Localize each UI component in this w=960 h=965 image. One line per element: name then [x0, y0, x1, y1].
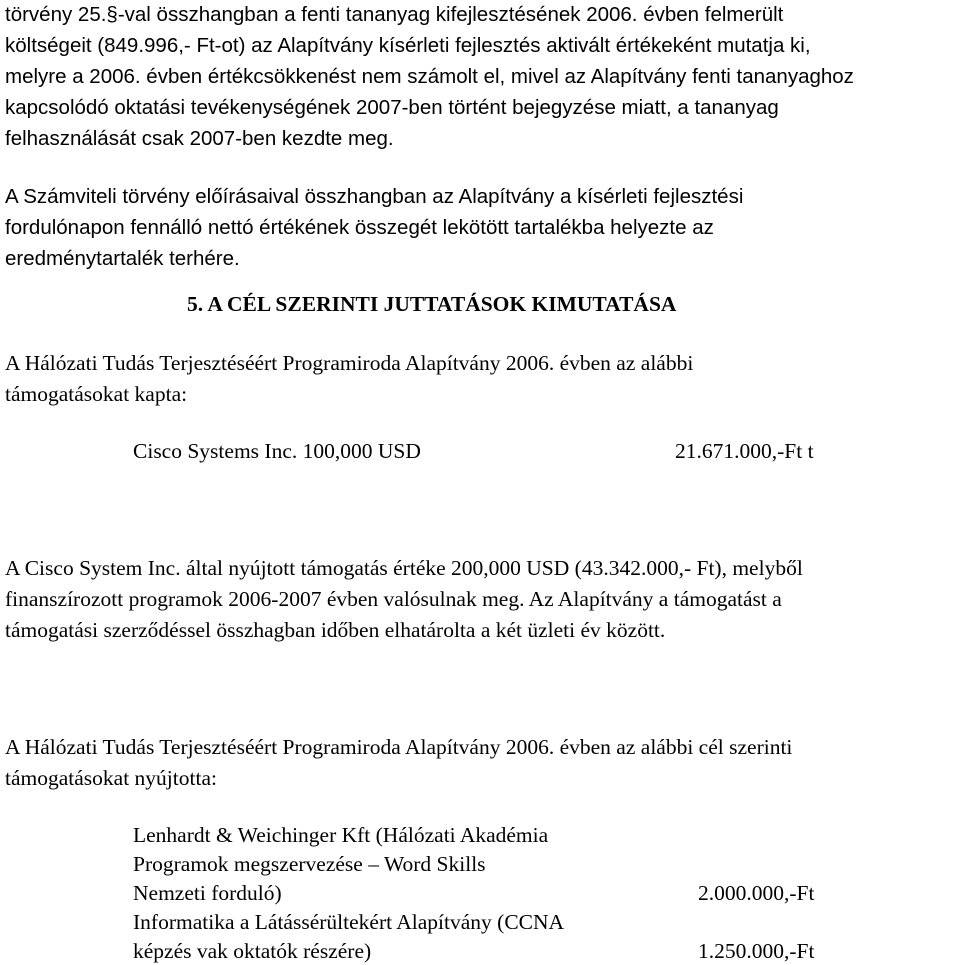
text-line: költségeit (849.996,- Ft-ot) az Alapítvány kísérleti fejlesztés aktivált értékeként mutatja ki, [5, 34, 811, 57]
text-line: eredménytartalék terhére. [5, 247, 240, 270]
text-line: finanszírozott programok 2006-2007 évben valósulnak meg. Az Alapítvány a támogatást a [5, 587, 782, 611]
given-row-amount: 1.250.000,-Ft [698, 939, 815, 963]
received-row-amount: 21.671.000,-Ft t [675, 439, 814, 463]
text-line: támogatási szerződéssel összhagban időben elhatárolta a két üzleti év között. [5, 618, 666, 642]
given-row-description-line: képzés vak oktatók részére) [133, 939, 372, 963]
given-row-description-line: Nemzeti forduló) [133, 881, 282, 905]
text-line: melyre a 2006. évben értékcsökkenést nem számolt el, mivel az Alapítvány fenti tananyaghoz [5, 65, 854, 88]
given-row-description-line: Lenhardt & Weichinger Kft (Hálózati Akadémia [133, 823, 549, 847]
text-line: támogatásokat kapta: [5, 382, 188, 406]
section-heading: 5. A CÉL SZERINTI JUTTATÁSOK KIMUTATÁSA [187, 292, 677, 316]
text-line: támogatásokat nyújtotta: [5, 766, 217, 790]
given-row-description-line: Informatika a Látássérültekért Alapítvány (CCNA [133, 910, 565, 934]
text-line: A Cisco System Inc. által nyújtott támogatás értéke 200,000 USD (43.342.000,- Ft), melyből [5, 556, 803, 580]
text-line: törvény 25.§-val összhangban a fenti tananyag kifejlesztésének 2006. évben felmerült [5, 3, 784, 26]
text-line: fordulónapon fennálló nettó értékének összegét lekötött tartalékba helyezte az [5, 216, 714, 239]
text-line: A Számviteli törvény előírásaival összhangban az Alapítvány a kísérleti fejlesztési [5, 185, 744, 208]
given-row-description-line: Programok megszervezése – Word Skills [133, 852, 486, 876]
received-row-description: Cisco Systems Inc. 100,000 USD [133, 439, 421, 463]
text-line: kapcsolódó oktatási tevékenységének 2007-ben történt bejegyzése miatt, a tananyag [5, 96, 779, 119]
text-line: A Hálózati Tudás Terjesztéséért Programiroda Alapítvány 2006. évben az alábbi [5, 351, 694, 375]
text-line: A Hálózati Tudás Terjesztéséért Programiroda Alapítvány 2006. évben az alábbi cél szerinti [5, 735, 793, 759]
given-row-amount: 2.000.000,-Ft [698, 881, 815, 905]
text-line: felhasználását csak 2007-ben kezdte meg. [5, 127, 394, 150]
